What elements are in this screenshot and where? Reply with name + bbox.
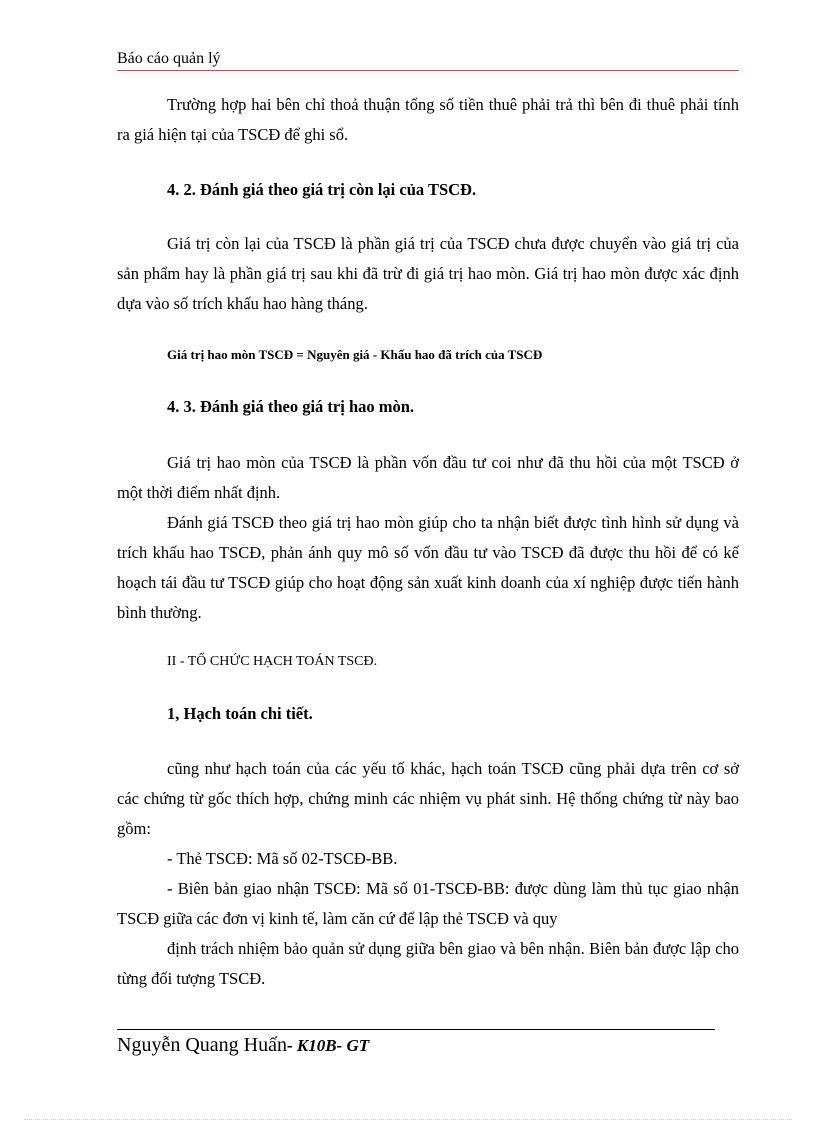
list-item-handover-record-continued: định trách nhiệm bảo quản sử dụng giữa bên giao và bên nhận. Biên bản được lập cho từng đối tượng TSCĐ. (117, 939, 739, 988)
paragraph-depreciation-value: Giá trị hao mòn của TSCĐ là phần vốn đầu tư coi như đã thu hồi của một TSCĐ ở một thời điểm nhất định. (117, 453, 739, 502)
heading-4-3: 4. 3. Đánh giá theo giá trị hao mòn. (167, 397, 415, 416)
heading-4-2: 4. 2. Đánh giá theo giá trị còn lại của TSCĐ. (167, 180, 477, 199)
heading-1-detail-accounting: 1, Hạch toán chi tiết. (167, 704, 313, 723)
formula-depreciation: Giá trị hao mòn TSCĐ = Nguyên giá - Khấu hao đã trích của TSCĐ (167, 347, 543, 362)
page-header-title: Báo cáo quản lý (117, 50, 221, 67)
footer-divider (117, 1029, 715, 1030)
section-ii-title: II - TỔ CHỨC HẠCH TOÁN TSCĐ. (167, 654, 378, 669)
paragraph-documents-intro: cũng như hạch toán của các yếu tố khác, hạch toán TSCĐ cũng phải dựa trên cơ sở các chứng từ gốc thích hợp, chứng minh các nhiệm vụ phát sinh. Hệ thống chứng từ này bao gồm: (117, 759, 739, 838)
footer-class: - K10B- GT (286, 1036, 370, 1055)
header-divider (117, 70, 739, 71)
list-item-handover-record: - Biên bản giao nhận TSCĐ: Mã số 01-TSCĐ-BB: được dùng làm thủ tục giao nhận TSCĐ giữa các đơn vị kinh tế, làm căn cứ để lập thẻ TSCĐ và quy (117, 879, 739, 928)
list-item-asset-card: - Thẻ TSCĐ: Mã số 02-TSCĐ-BB. (167, 849, 398, 868)
page-bottom-border (24, 1119, 792, 1120)
footer-author: Nguyễn Quang Huấn (117, 1034, 287, 1056)
paragraph-residual-value: Giá trị còn lại của TSCĐ là phần giá trị của TSCĐ chưa được chuyển vào giá trị của sản phẩm hay là phần giá trị sau khi đã trừ đi giá trị hao mòn. Giá trị hao mòn được xác định dựa vào số trích khấu hao hàng tháng. (117, 234, 739, 313)
footer-author-line (117, 1034, 369, 1057)
paragraph-lease-value: Trường hợp hai bên chỉ thoả thuận tổng số tiền thuê phải trả thì bên đi thuê phải tính ra giá hiện tại của TSCĐ để ghi sổ. (117, 95, 739, 144)
paragraph-depreciation-assessment: Đánh giá TSCĐ theo giá trị hao mòn giúp cho ta nhận biết được tình hình sử dụng và trích khấu hao TSCĐ, phản ánh quy mô số vốn đầu tư vào TSCĐ đã được thu hồi để có kế hoạch tái đầu tư TSCĐ giúp cho hoạt động sản xuất kinh doanh của xí nghiệp được tiến hành bình thường. (117, 513, 739, 622)
